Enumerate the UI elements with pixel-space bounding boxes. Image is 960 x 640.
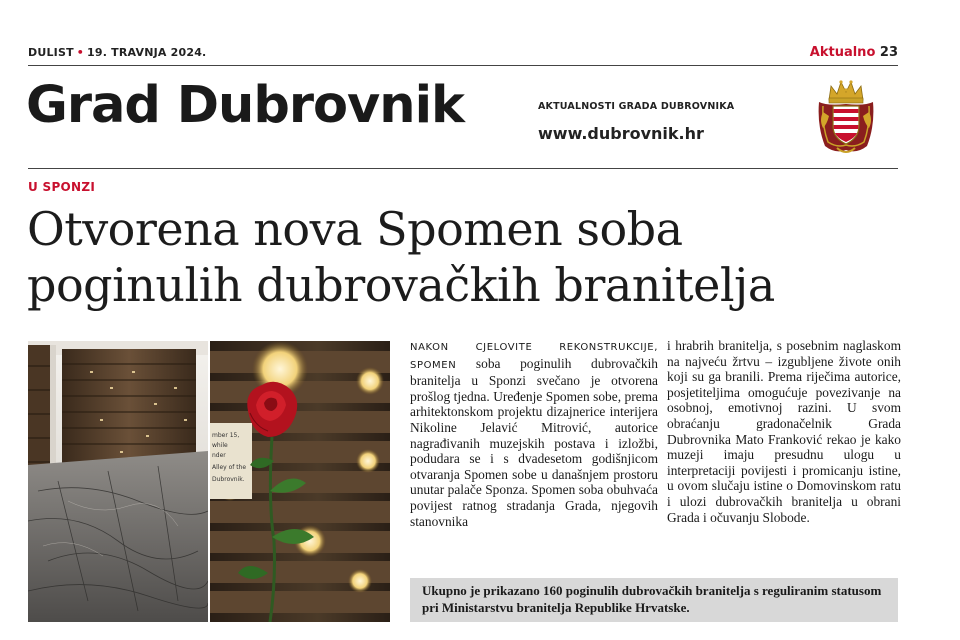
article-kicker: U SPONZI (28, 180, 96, 194)
plaque-text-5: Dubrovnik. (212, 476, 245, 483)
masthead-tagline: AKTUALNOSTI GRADA DUBROVNIKA (538, 101, 735, 112)
publication-info (28, 46, 206, 59)
publication-name: DULIST (28, 46, 74, 59)
plaque-text-4: Alley of the (212, 464, 247, 471)
divider-masthead (28, 168, 898, 169)
plaque-text-3: nder (212, 452, 226, 459)
dubrovnik-coat-of-arms-icon (815, 76, 877, 158)
article-body-column-1 (410, 338, 658, 529)
masthead-website-link[interactable]: www.dubrovnik.hr (538, 124, 704, 143)
article-body-text-1: soba poginulih dubrovačkih branitelja u Sponzi svečano je otvorena prošlog tjedna. Uređenje Spomen sobe, prema arhitektonskom projektu dizajnerice interijera Nikoline Jelavić Mitrović, autorice nagrađivanih muzejskih postava i izložbi, podudara se i s dvadesetom godišnjicom otvaranja Spomen sobe u današnjem prostoru unutar palače Sponza. Spomen soba obuhvaća povijest ratnog stradanja Grada, njegovih stanovnika (410, 355, 658, 529)
divider-top (28, 65, 898, 66)
article-body-column-2 (667, 338, 901, 525)
page-header (28, 46, 898, 62)
masthead-title: Grad Dubrovnik (26, 76, 464, 135)
section-name: Aktualno (809, 45, 876, 60)
plaque-text-2: while (212, 442, 228, 449)
memorial-room-photo (28, 341, 208, 622)
article-body-text-2: i hrabrih branitelja, s posebnim naglaskom na najveću žrtvu – izgubljene živote onih koji su ga branili. Prema riječima autorice, posjetiteljima omogućuje povezivanje na osobnoj, emotivnoj razini. U svom obraćanju gradonačelnik Grada Dubrovnika Mato Franković rekao je kako muzeji imaju presudnu ulogu u interpretaciji povijesti i promicanju istine, u ovom slučaju istine o Domovinskom ratu i ulozi dubrovačkih branitelja u obrani Grada i očuvanju Slobode. (667, 338, 901, 525)
article-lead-caps: NAKON CJELOVITE REKONSTRUKCIJE, SPOMEN (410, 342, 658, 371)
highlight-box: Ukupno je prikazano 160 poginulih dubrovačkih branitelja s reguliranim statusom pri Ministarstvu branitelja Republike Hrvatske. (410, 578, 898, 622)
page-number: 23 (879, 45, 898, 60)
plaque-text-1: mber 15, (212, 432, 240, 439)
article-headline: Otvorena nova Spomen soba poginulih dubrovačkih branitelja (27, 202, 775, 312)
issue-date: 19. TRAVNJA 2024. (87, 46, 207, 59)
rose-memorial-wall-photo (210, 341, 390, 622)
separator-dot: • (76, 46, 85, 59)
section-label (810, 45, 898, 60)
